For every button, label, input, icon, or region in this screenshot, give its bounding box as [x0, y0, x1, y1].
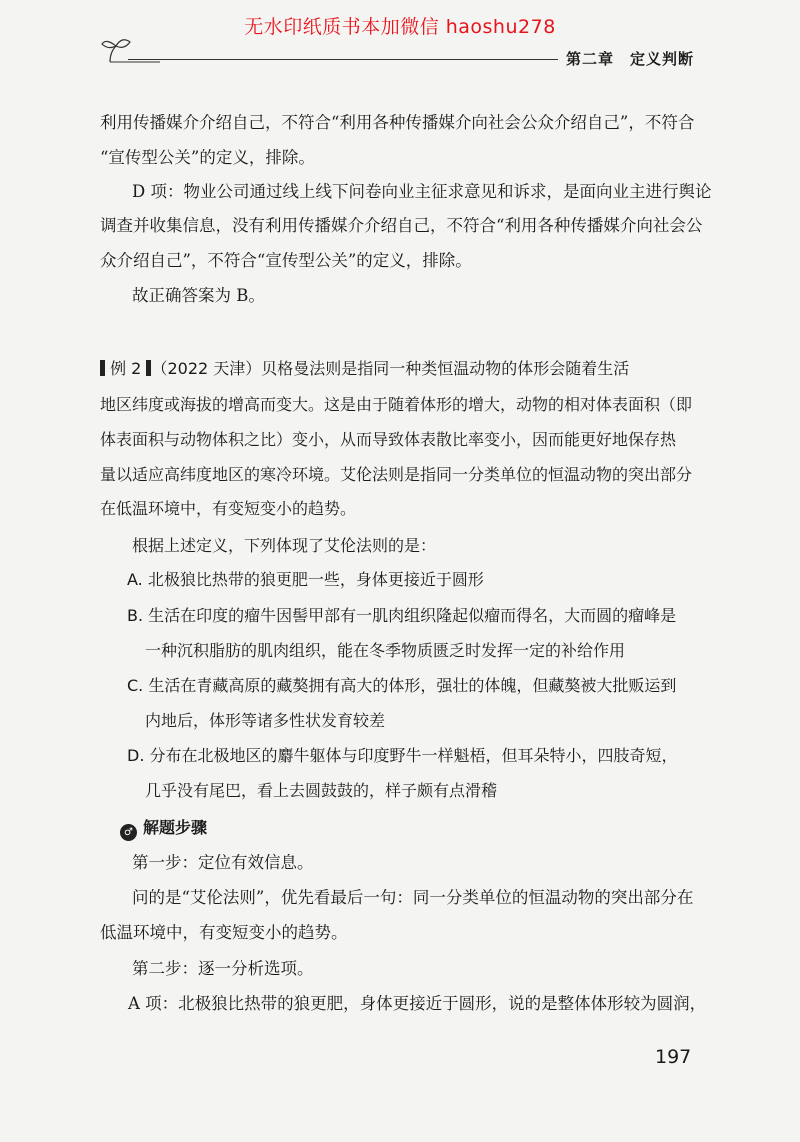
chapter-header: [566, 48, 694, 69]
question-line: 体表面积与动物体积之比）变小，从而导致体表散比率变小，因而能更好地保存热: [100, 430, 677, 449]
example-label: 例 2: [110, 359, 142, 378]
section-label: 定义判断: [630, 50, 695, 68]
option-d: D. 分布在北极地区的麝牛躯体与印度野牛一样魁梧，但耳朵特小，四肢奇短，: [127, 746, 678, 765]
chapter-label: 第二章: [566, 50, 615, 68]
solution-header: [120, 820, 207, 841]
page-number: 197: [655, 1046, 692, 1068]
body-line: 低温环境中，有变短变小的趋势。: [100, 923, 348, 942]
example-header: [100, 360, 629, 377]
option-d-cont: 几乎没有尾巴，看上去圆鼓鼓的，样子颇有点滑稽: [145, 781, 498, 800]
answer-line: 故正确答案为 B。: [132, 286, 265, 305]
body-line: 众介绍自己”，不符合“宣传型公关”的定义，排除。: [100, 251, 472, 270]
body-line: 利用传播媒介介绍自己，不符合“利用各种传播媒介向社会公众介绍自己”，不符合: [100, 113, 695, 132]
solution-title: 解题步骤: [143, 818, 208, 837]
question-line: 量以适应高纬度地区的寒冷环境。艾伦法则是指同一分类单位的恒温动物的突出部分: [100, 465, 693, 484]
body-line: A 项：北极狼比热带的狼更肥，身体更接近于圆形，说的是整体体形较为圆润，: [128, 994, 707, 1013]
option-b-cont: 一种沉积脂肪的肌肉组织，能在冬季物质匮乏时发挥一定的补给作用: [145, 641, 626, 660]
option-c-cont: 内地后，体形等诸多性状发育较差: [145, 711, 386, 730]
question-prompt: 根据上述定义，下列体现了艾伦法则的是：: [132, 536, 437, 555]
step-one: 第一步：定位有效信息。: [132, 853, 314, 872]
header-rule: [128, 59, 558, 60]
question-line: 地区纬度或海拔的增高而变大。这是由于随着体形的增大，动物的相对体表面积（即: [100, 395, 693, 414]
watermark-text: 无水印纸质书本加微信 haoshu278: [244, 16, 556, 38]
body-line: D 项：物业公司通过线上线下问卷向业主征求意见和诉求，是面向业主进行舆论: [132, 182, 712, 201]
bracket-bar-icon: [100, 360, 105, 376]
question-line: 在低温环境中，有变短变小的趋势。: [100, 499, 357, 518]
body-line: “宣传型公关”的定义，排除。: [100, 148, 315, 167]
option-c: C. 生活在青藏高原的藏獒拥有高大的体形，强壮的体魄，但藏獒被大批贩运到: [127, 676, 677, 695]
body-line: 问的是“艾伦法则”，优先看最后一句：同一分类单位的恒温动物的突出部分在: [132, 888, 694, 907]
option-a: A. 北极狼比热带的狼更肥一些，身体更接近于圆形: [127, 570, 484, 589]
steps-icon: ♂: [120, 824, 137, 841]
step-two: 第二步：逐一分析选项。: [132, 959, 314, 978]
option-b: B. 生活在印度的瘤牛因髻甲部有一肌肉组织隆起似瘤而得名，大而圆的瘤峰是: [127, 606, 677, 625]
question-line: （2022 天津）贝格曼法则是指同一种类恒温动物的体形会随着生活: [151, 359, 630, 378]
body-line: 调查并收集信息，没有利用传播媒介介绍自己，不符合“利用各种传播媒介向社会公: [100, 216, 703, 235]
